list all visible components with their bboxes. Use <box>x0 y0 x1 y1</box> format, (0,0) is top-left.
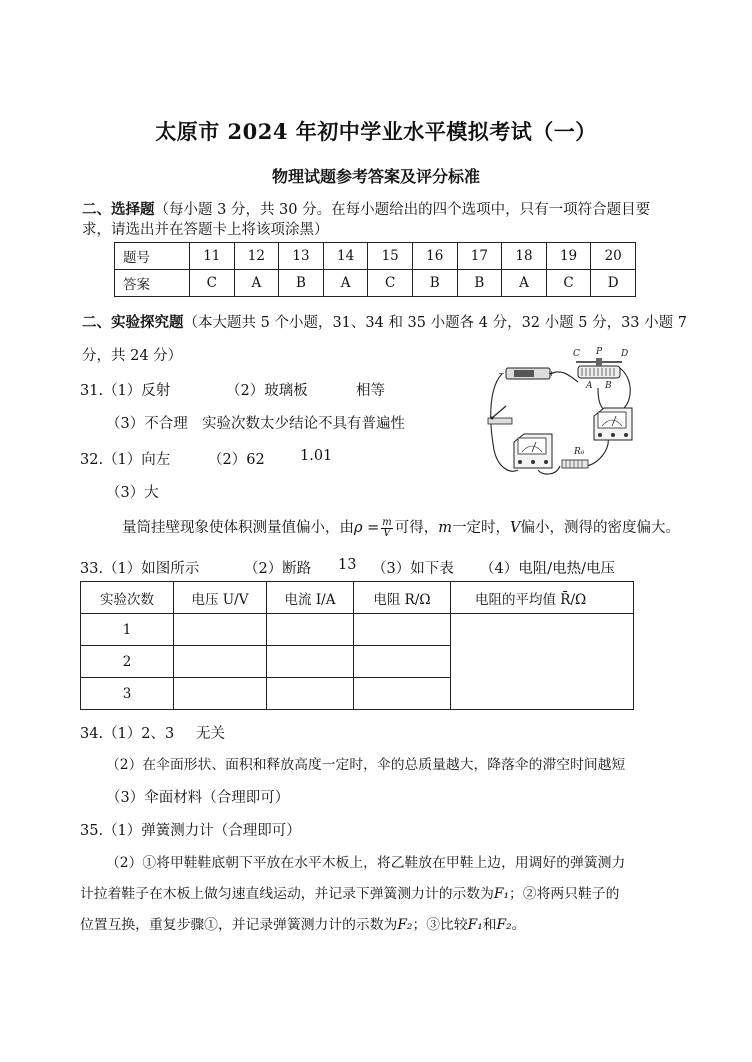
table-cell: 答案 <box>115 270 190 297</box>
q32-line1 <box>80 448 170 469</box>
table-header-cell: 电压 U/V <box>174 582 267 614</box>
q35-p1-label: （1） <box>103 823 142 839</box>
table-cell: 3 <box>81 678 174 710</box>
q32-explain-c: 一定时， <box>452 520 511 536</box>
q33-p4-answer: 电阻/电热/电压 <box>518 561 616 577</box>
table-cell: 题号 <box>115 243 190 270</box>
q32-p2 <box>208 448 265 469</box>
table-cell: 12 <box>234 243 279 270</box>
q32-p3 <box>106 481 159 502</box>
table-header-cell: 实验次数 <box>81 582 174 614</box>
table-cell <box>267 678 354 710</box>
voltmeter-icon <box>594 408 632 440</box>
table-cell: C <box>368 270 413 297</box>
table-cell: C <box>546 270 591 297</box>
table-cell: C <box>190 270 235 297</box>
circuit-diagram <box>482 346 642 480</box>
q35-p2-text1: ①将甲鞋鞋底朝下平放在水平木板上，将乙鞋放在甲鞋上边，用调好的弹簧测力 <box>142 855 626 871</box>
label-c: C <box>573 349 580 359</box>
exp-heading: 二、实验探究题 <box>82 314 184 331</box>
q31-p3-b: 实验次数太少结论不具有普遍性 <box>202 416 405 432</box>
table-header-cell: 电阻 R/Ω <box>354 582 451 614</box>
table-cell: 11 <box>190 243 235 270</box>
resistor-icon <box>562 447 588 468</box>
battery-icon <box>498 368 555 379</box>
label-b: B <box>605 381 612 391</box>
q33-number: 33. <box>80 561 104 577</box>
q33-p2-a: 断路 <box>282 561 312 577</box>
q35-p2-line3 <box>80 913 525 933</box>
wire <box>586 438 608 466</box>
q32-p1-label: （1） <box>103 452 142 468</box>
q34-line1 <box>80 722 174 743</box>
table-header-cell: 电阻的平均值 R̄/Ω <box>451 582 634 614</box>
table-cell: B <box>457 270 502 297</box>
q35-p2-text3a: 位置互换，重复步骤①，并记录弹簧测力计的示数为 <box>80 917 398 933</box>
svg-text:−: − <box>498 369 505 378</box>
and-text: 和 <box>482 917 497 933</box>
q33-p2-label: （2） <box>244 561 283 577</box>
label-d: D <box>621 349 629 359</box>
svg-text:+: + <box>548 369 555 378</box>
q33-p4 <box>480 557 615 578</box>
table-cell: D <box>591 270 636 297</box>
q32-explanation <box>122 516 680 539</box>
m-symbol: m <box>438 520 453 536</box>
q32-explain-d: 偏小，测得的密度偏大。 <box>520 520 681 536</box>
q35-p1-answer: 弹簧测力计（合理即可） <box>141 823 301 839</box>
table-cell: 19 <box>546 243 591 270</box>
choice-heading: 二、选择题 <box>82 201 155 218</box>
wire <box>620 368 630 408</box>
table-header-cell: 电流 I/A <box>267 582 354 614</box>
table-cell: 15 <box>368 243 413 270</box>
wire <box>598 388 604 410</box>
q33-p3-answer: 如下表 <box>410 561 454 577</box>
q35-p2-label: （2） <box>106 855 143 871</box>
q33-line1 <box>80 557 199 578</box>
q34-p1-label: （1） <box>103 726 142 742</box>
q33-p1-answer: 如图所示 <box>141 561 200 577</box>
table-cell: B <box>412 270 457 297</box>
table-cell: 20 <box>591 243 636 270</box>
q35-line1 <box>80 819 301 840</box>
q34-p3 <box>106 786 289 807</box>
q31-p2-label: （2） <box>226 383 265 399</box>
choice-desc-2: 求，请选出并在答题卡上将该项涂黑） <box>82 222 329 238</box>
q31-p3-a: 不合理 <box>144 416 188 432</box>
answer-table-number-row <box>115 243 636 270</box>
q31-p3 <box>106 412 188 433</box>
exp-desc-2: 分，共 24 分） <box>82 348 183 364</box>
table-cell: 17 <box>457 243 502 270</box>
q33-p2 <box>244 557 311 578</box>
f2-symbol: F₂ <box>496 917 512 933</box>
rho-symbol: ρ = <box>354 520 380 536</box>
table-cell: 13 <box>279 243 324 270</box>
f2-symbol: F₂ <box>397 917 413 933</box>
table-cell: A <box>234 270 279 297</box>
table-cell: A <box>323 270 368 297</box>
table-cell: B <box>279 270 324 297</box>
table-cell <box>354 646 451 678</box>
q33-p3-label: （3） <box>372 561 411 577</box>
fraction-numerator: m <box>382 516 392 528</box>
q33-p2-b: 13 <box>338 557 357 573</box>
answer-table <box>114 242 636 297</box>
v-symbol: V <box>510 520 521 536</box>
q33-p3 <box>372 557 454 578</box>
table-cell <box>174 614 267 646</box>
page-title: 太原市 2024 年初中学业水平模拟考试（一） <box>155 119 597 144</box>
table-cell: 16 <box>412 243 457 270</box>
q32-number: 32. <box>80 452 104 468</box>
q35-p2-line2 <box>80 882 619 902</box>
period-text: 。 <box>511 917 526 933</box>
q34-p2-answer: 在伞面形状、面积和释放高度一定时，伞的总质量越大，降落伞的滞空时间越短 <box>142 757 626 773</box>
q32-p3-label: （3） <box>106 485 145 501</box>
table-cell: 1 <box>81 614 174 646</box>
f1-symbol: F₁ <box>493 886 510 902</box>
q31-p2 <box>226 379 308 400</box>
q33-p1-label: （1） <box>103 561 142 577</box>
label-a: A <box>586 381 593 391</box>
ammeter-icon <box>514 434 552 468</box>
q33-p4-label: （4） <box>480 561 519 577</box>
choice-section-line1 <box>82 199 650 221</box>
table-cell <box>174 646 267 678</box>
label-p: P <box>596 347 603 357</box>
q34-p2 <box>106 753 625 773</box>
choice-desc-1: （每小题 3 分，共 30 分。在每小题给出的四个选项中，只有一项符合题目要 <box>154 202 651 218</box>
q34-p1-a: 2、3 <box>141 726 175 742</box>
f1-symbol: F₁ <box>467 917 483 933</box>
page-subtitle: 物理试题参考答案及评分标准 <box>271 167 480 186</box>
q32-p1-answer: 向左 <box>141 452 171 468</box>
q35-p2-line1 <box>106 851 625 871</box>
table-cell <box>354 678 451 710</box>
q34-p1-b: 无关 <box>196 726 225 742</box>
q34-p2-label: （2） <box>106 757 143 773</box>
table-header-row <box>81 582 634 614</box>
q32-explain-a: 量筒挂壁现象使体积测量值偏小，由 <box>122 520 354 536</box>
switch-icon <box>488 406 512 424</box>
label-r0: R₀ <box>574 447 585 457</box>
q34-p3-answer: 伞面材料（合理即可） <box>144 790 290 806</box>
table-cell <box>354 614 451 646</box>
fraction-denominator: V <box>383 527 391 539</box>
resistance-table <box>80 581 634 710</box>
q35-p2-text2b: ；②将两只鞋子的 <box>509 886 620 902</box>
q32-p2-label: （2） <box>208 452 247 468</box>
table-cell <box>174 678 267 710</box>
q31-line1 <box>80 379 170 400</box>
answer-table-answer-row <box>115 270 636 297</box>
q34-number: 34. <box>80 726 104 742</box>
q35-number: 35. <box>80 823 104 839</box>
table-cell: 18 <box>502 243 547 270</box>
table-row <box>81 614 634 646</box>
table-cell: 14 <box>323 243 368 270</box>
q35-p2-text3b: ；③比较 <box>412 917 468 933</box>
rheostat-icon <box>573 347 628 391</box>
table-cell: A <box>502 270 547 297</box>
q31-p3-label: （3） <box>106 416 145 432</box>
exp-desc-1: （本大题共 5 个小题，31、34 和 35 小题各 4 分，32 小题 5 分，33 小题 7 <box>183 315 687 331</box>
density-fraction <box>381 518 392 539</box>
q34-p3-label: （3） <box>106 790 145 806</box>
table-cell <box>267 614 354 646</box>
q31-p2-a: 玻璃板 <box>264 383 308 399</box>
q32-p3-answer: 大 <box>144 485 159 501</box>
table-cell <box>267 646 354 678</box>
table-cell: 2 <box>81 646 174 678</box>
q31-number: 31. <box>80 383 104 399</box>
q31-p2-b: 相等 <box>356 383 385 399</box>
q32-explain-b: 可得， <box>394 520 439 536</box>
table-cell-average <box>451 614 634 710</box>
q31-p1-answer: 反射 <box>141 383 171 399</box>
q32-p2-a: 62 <box>246 452 265 468</box>
exp-section-line1 <box>82 312 687 334</box>
q32-p2-b: 1.01 <box>300 448 333 464</box>
q31-p1-label: （1） <box>103 383 142 399</box>
q35-p2-text2a: 计拉着鞋子在木板上做匀速直线运动，并记录下弹簧测力计的示数为 <box>80 886 494 902</box>
